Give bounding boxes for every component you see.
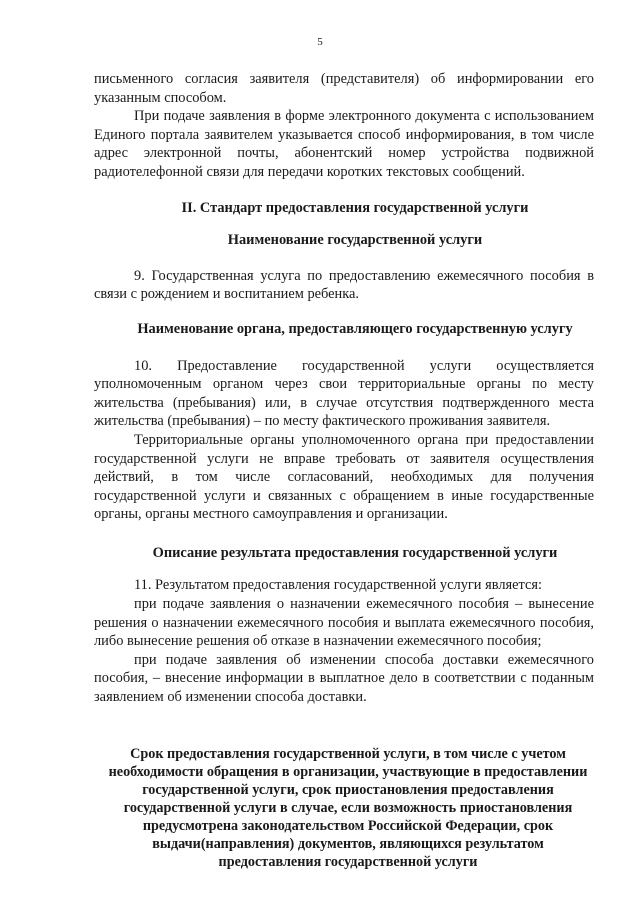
document-body	[94, 70, 594, 871]
page-number: 5	[317, 36, 323, 48]
paragraph-result-3: при подаче заявления об изменении способа доставки ежемесячного пособия, – внесение информации в выплатное дело в соответствии с поданным заявлением об изменении способа доставки.	[94, 651, 594, 706]
paragraph-service-name: 9. Государственная услуга по предоставлению ежемесячного пособия в связи с рождением и воспитанием ребенка.	[94, 267, 594, 303]
heading-result: Описание результата предоставления государственной услуги	[152, 544, 558, 561]
paragraph-result-1: 11. Результатом предоставления государственной услуги является:	[134, 577, 542, 594]
paragraph-result-2: при подаче заявления о назначении ежемесячного пособия – вынесение решения о назначении ежемесячного пособия и выплата ежемесячного пособия, либо вынесение решения об отказе в назначении ежемесячного пособия;	[94, 596, 594, 650]
heading-term: Срок предоставления государственной услуги, в том числе с учетом необходимости обращения в организации, участвующие в предоставлении государственной услуги, срок приостановления предоставления государственной услуги в случае, если возможность приостановления предусмотрена законодательством Российской Федерации, срок выдачи(направления) документов, являющихся результатом предоставления государственной услуги	[108, 745, 588, 870]
section-title: II. Стандарт предоставления государственной услуги	[181, 199, 529, 216]
paragraph-authority-1: 10. Предоставление государственной услуги осуществляется уполномоченным органом через свои территориальные органы по месту жительства (пребывания) или, в случае отсутствия подтвержденного места жительства (пребывания) – по месту фактического проживания заявителя.	[94, 357, 594, 430]
heading-service-name: Наименование государственной услуги	[227, 232, 483, 249]
paragraph-consent-continuation: письменного согласия заявителя (представителя) об информировании его указанным способом.	[94, 71, 594, 106]
paragraph-authority-2: Территориальные органы уполномоченного органа при предоставлении государственной услуги не вправе требовать от заявителя осуществления действий, в том числе согласований, необходимых для получения государственной услуги и связанных с обращением в иные государственные органы, органы местного самоуправления и организации.	[94, 431, 594, 523]
heading-authority: Наименование органа, предоставляющего государственную услугу	[137, 320, 573, 337]
paragraph-electronic-submission: При подаче заявления в форме электронного документа с использованием Единого портала заявителем указывается способ информирования, в том числе адрес электронной почты, абонентский номер устройства подвижной радиотелефонной связи для передачи коротких текстовых сообщений.	[94, 108, 594, 180]
